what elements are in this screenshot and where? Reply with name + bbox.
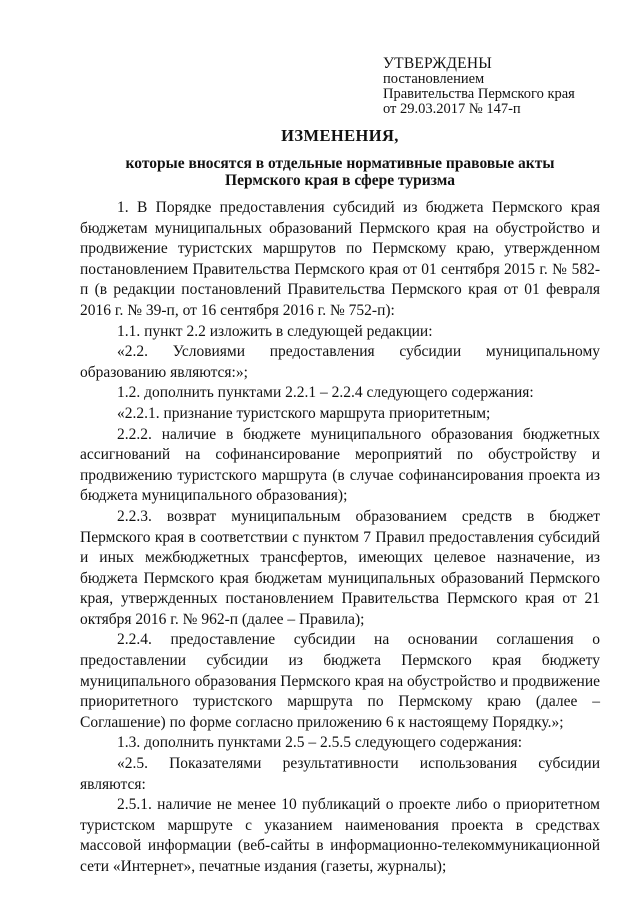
approval-line-2: Правительства Пермского края	[383, 86, 575, 102]
paragraph-2-2-4: 2.2.4. предоставление субсидии на основании соглашения о предоставлении субсидии из бюджета Пермского края бюджету муниципального образования Пермского края на обустройство и продвижение приоритетного туристского маршрута по Пермскому краю (далее – Соглашение) по форме согласно приложению 6 к настоящему Порядку.»;	[80, 631, 600, 731]
paragraph-2-5-1: 2.5.1. наличие не менее 10 публикаций о проекте либо о приоритетном туристском маршруте с указанием наименования проекта в средствах массовой информации (веб-сайты в информационно-телекоммуникационной сети «Интернет», печатные издания (газеты, журналы);	[80, 796, 600, 875]
paragraph-2-2-1: «2.2.1. признание туристского маршрута приоритетным;	[117, 404, 491, 422]
document-subtitle-line-2: Пермского края в сфере туризма	[225, 172, 455, 189]
document-title: ИЗМЕНЕНИЯ,	[281, 126, 399, 145]
paragraph-1: 1. В Порядке предоставления субсидий из бюджета Пермского края бюджетам муниципальных образований Пермского края на обустройство и продвижение туристских маршрутов по Пермскому краю, утвержденном постановлением Правительства Пермского края от 01 сентября 2015 г. № 582-п (в редакции постановлений Правительства Пермского края от 01 февраля 2016 г. № 39-п, от 16 сентября 2016 г. № 752-п):	[80, 199, 600, 319]
paragraph-1-2: 1.2. дополнить пунктами 2.2.1 – 2.2.4 следующего содержания:	[117, 384, 534, 402]
document-title-block	[80, 126, 600, 189]
approval-date-line: от 29.03.2017 № 147-п	[383, 101, 521, 117]
document-subtitle-line-1: которые вносятся в отдельные нормативные правовые акты	[125, 155, 555, 172]
paragraph-1-1: 1.1. пункт 2.2 изложить в следующей редакции:	[117, 322, 433, 340]
approval-line-1: постановлением	[383, 71, 485, 87]
paragraph-1-3: 1.3. дополнить пунктами 2.5 – 2.5.5 следующего содержания:	[117, 734, 523, 752]
document-subtitle	[80, 155, 600, 189]
paragraph-2-5: «2.5. Показателями результативности использования субсидии являются:	[80, 755, 600, 793]
paragraph-2-2-quote: «2.2. Условиями предоставления субсидии муниципальному образованию являются:»;	[80, 343, 600, 381]
paragraph-2-2-3: 2.2.3. возврат муниципальным образованием средств в бюджет Пермского края в соответствии с пунктом 7 Правил предоставления субсидий и иных межбюджетных трансфертов, имеющих целевое назначение, из бюджета Пермского края бюджетам муниципальных образований Пермского края, утвержденных постановлением Правительства Пермского края от 21 октября 2016 г. № 962-п (далее – Правила);	[80, 507, 600, 628]
approval-stamp	[383, 56, 623, 117]
approval-heading: УТВЕРЖДЕНЫ	[383, 55, 492, 72]
document-body	[80, 198, 600, 878]
paragraph-2-2-2: 2.2.2. наличие в бюджете муниципального образования бюджетных ассигнований на софинансирование мероприятий по обустройству и продвижению туристского маршрута (в случае софинансирования проекта из бюджета муниципального образования);	[80, 425, 600, 505]
